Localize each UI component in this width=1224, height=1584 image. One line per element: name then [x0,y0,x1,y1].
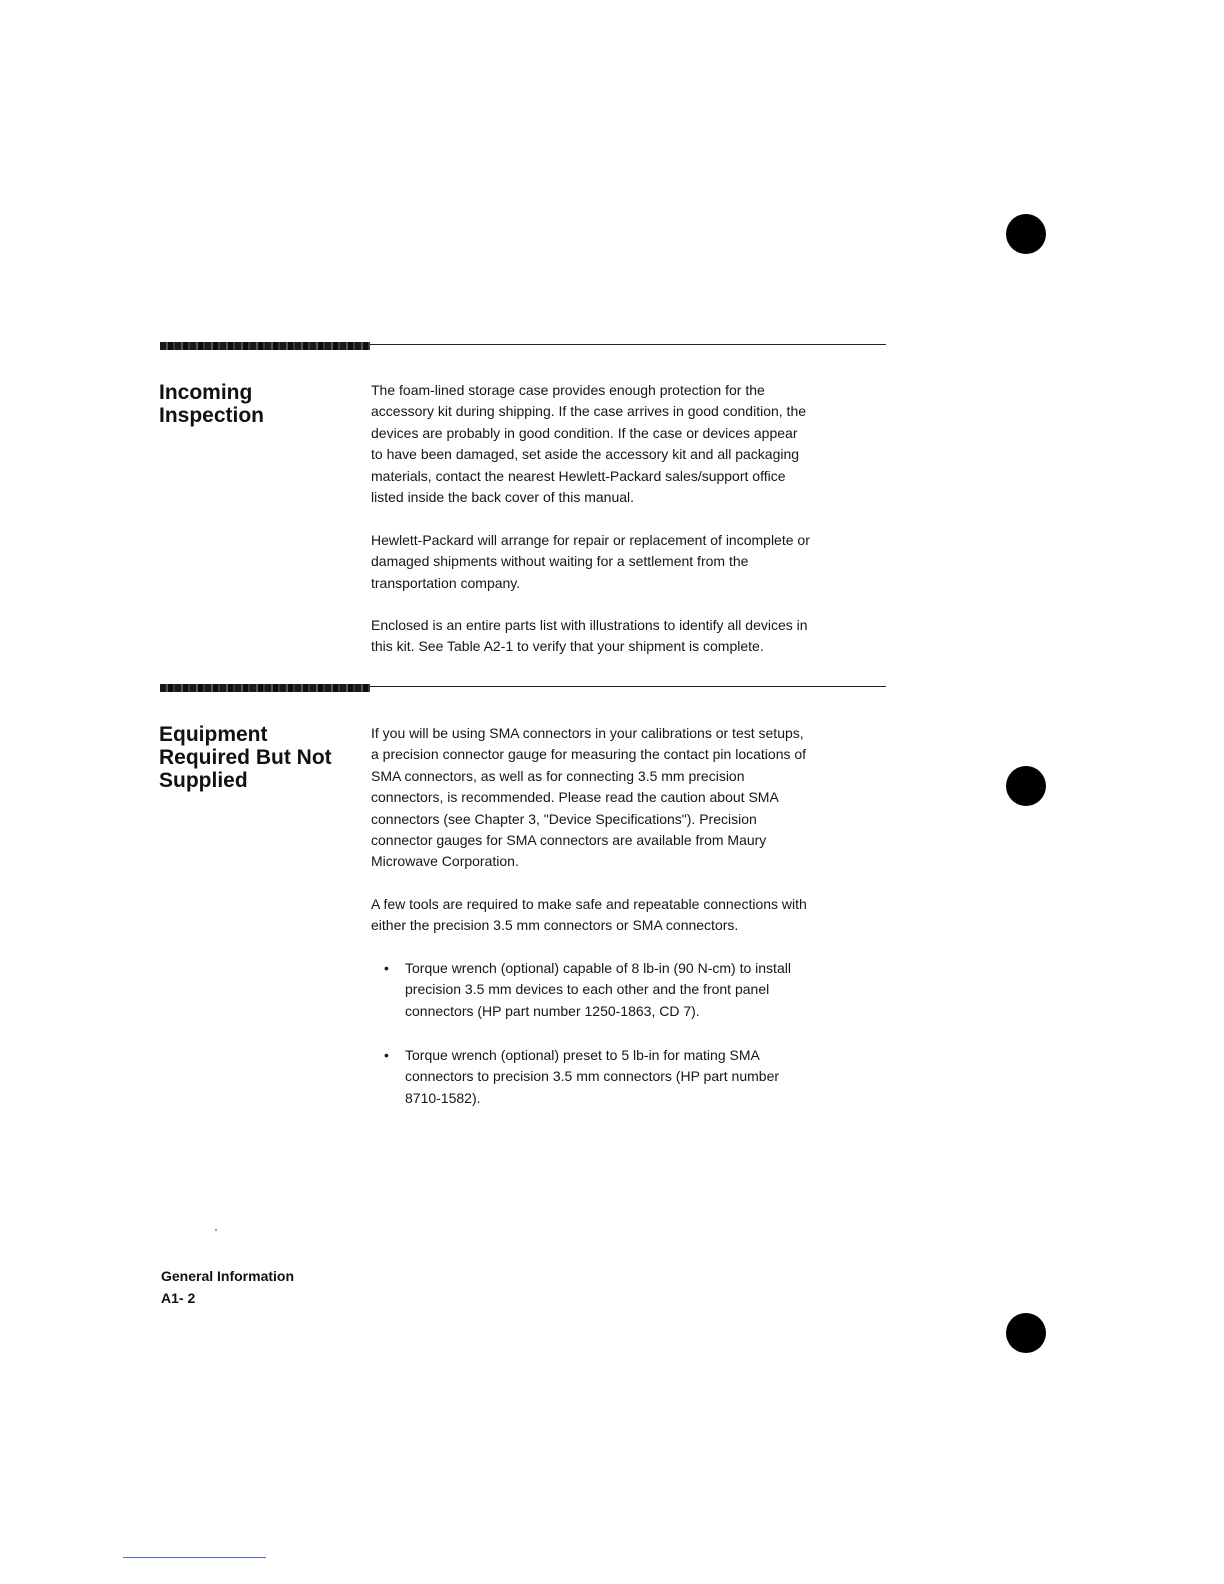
text-line: SMA connectors, as well as for connecting 3.5 mm precision [371,767,745,784]
text-line: Torque wrench (optional) capable of 8 lb-in (90 N-cm) to install [405,960,791,976]
section-heading-equipment-required [159,723,359,792]
paragraph-sma-gauge [371,723,911,873]
text-line: Enclosed is an entire parts list with illustrations to identify all devices in [371,617,808,633]
text-line: precision 3.5 mm devices to each other and the front panel [405,981,770,998]
text-line: connectors (see Chapter 3, "Device Specifications"). Precision [371,810,757,827]
scan-speck [215,1229,217,1231]
text-line: accessory kit during shipping. If the case arrives in good condition, the [371,403,807,420]
text-line: transportation company. [371,574,521,591]
paragraph-tools-required [371,894,911,937]
text-line: either the precision 3.5 mm connectors or SMA connectors. [371,917,739,934]
text-line: A few tools are required to make safe and repeatable connections with [371,896,807,912]
bullet-text [405,1045,779,1109]
section-rule-incoming-inspection [160,340,886,352]
heading-line: Supplied [159,769,248,792]
text-line: The foam-lined storage case provides enough protection for the [371,382,765,398]
bullet-icon: • [384,960,389,976]
section-rule-equipment-required [160,682,886,694]
binder-hole-bottom [1006,1313,1046,1353]
text-line: 8710-1582). [405,1089,481,1106]
page-footer [161,1265,294,1309]
text-line: damaged shipments without waiting for a settlement from the [371,553,749,570]
heading-line: Equipment [159,723,268,746]
text-line: this kit. See Table A2-1 to verify that your shipment is complete. [371,638,764,655]
heading-line: Inspection [159,404,265,427]
section-rule-bar [160,684,370,692]
text-line: materials, contact the nearest Hewlett-Packard sales/support office [371,467,786,484]
text-line: devices are probably in good condition. If the case or devices appear [371,424,798,441]
paragraph-repair-replacement [371,530,911,594]
text-line: If you will be using SMA connectors in your calibrations or test setups, [371,725,804,741]
section-rule-line [370,686,886,687]
heading-line: Incoming [159,381,253,404]
bullet-icon: • [384,1047,389,1063]
page-number: A1- 2 [161,1290,196,1306]
text-line: listed inside the back cover of this manual. [371,489,635,506]
text-line: connectors (HP part number 1250-1863, CD 7). [405,1002,700,1019]
binder-hole-top [1006,214,1046,254]
text-line: to have been damaged, set aside the accessory kit and all packaging [371,446,800,463]
paragraph-parts-list [371,615,911,658]
section-rule-bar [160,342,370,350]
heading-line: Required But Not [159,746,332,769]
text-line: Torque wrench (optional) preset to 5 lb-in for mating SMA [405,1047,760,1063]
text-line: a precision connector gauge for measuring the contact pin locations of [371,746,807,763]
text-line: Microwave Corporation. [371,853,519,870]
text-line: connector gauges for SMA connectors are available from Maury [371,832,767,849]
bullet-text [405,958,791,1022]
bottom-edge-line [123,1557,266,1558]
section-rule-line [370,344,886,345]
text-line: Hewlett-Packard will arrange for repair or replacement of incomplete or [371,532,810,548]
binder-hole-middle [1006,766,1046,806]
text-line: connectors, is recommended. Please read the caution about SMA [371,789,779,806]
footer-title: General Information [161,1268,295,1284]
section-heading-incoming-inspection [159,381,359,427]
text-line: connectors to precision 3.5 mm connectors (HP part number [405,1068,780,1085]
paragraph-storage-case [371,380,911,508]
